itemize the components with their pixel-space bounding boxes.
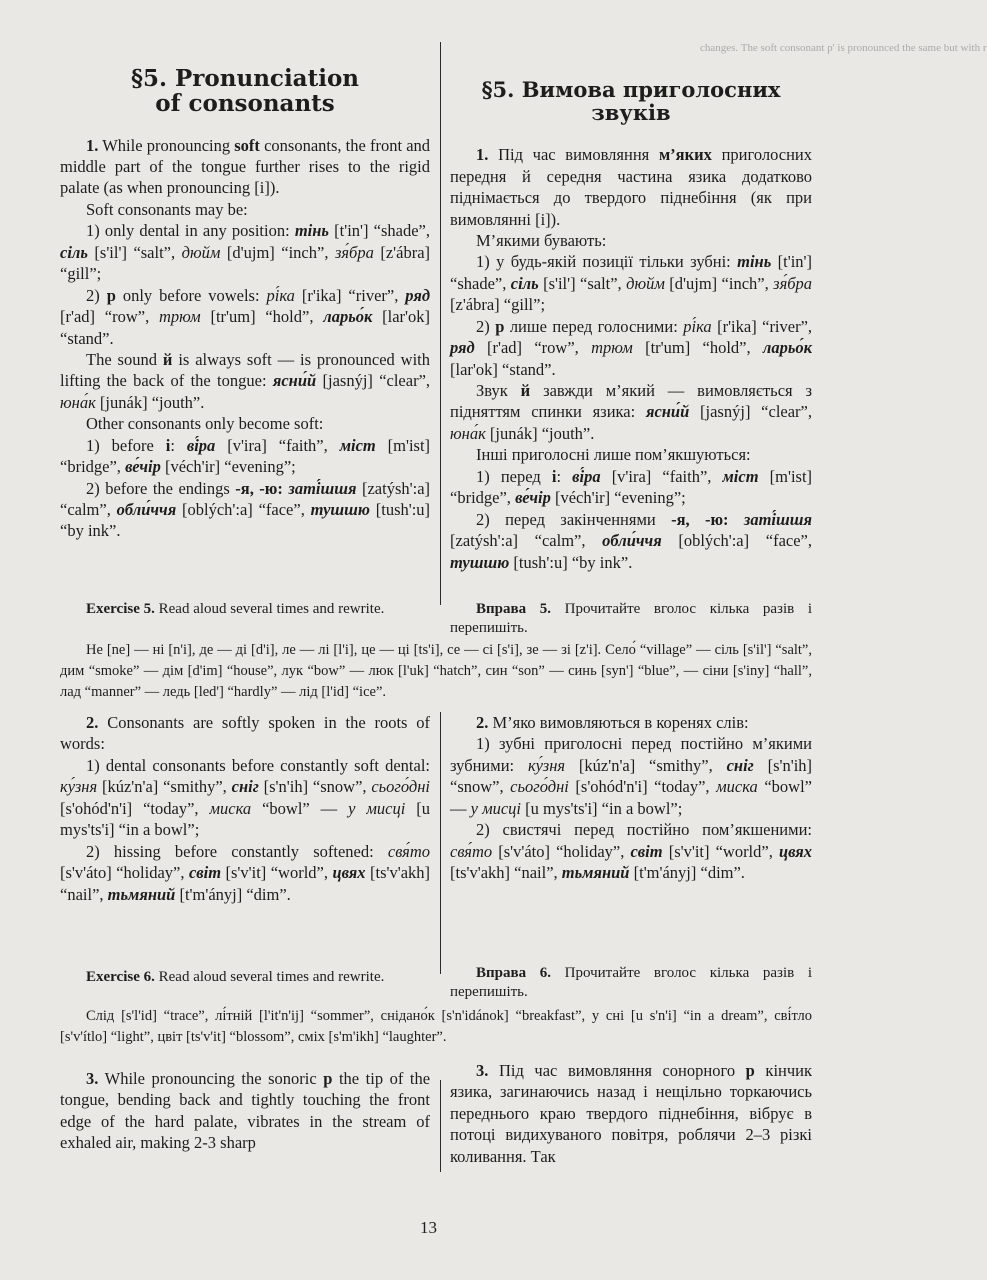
example-word: рі́ка: [683, 316, 712, 336]
text: [véch'ir] “evening”;: [164, 457, 296, 477]
example-word: зя́бра: [773, 273, 813, 293]
text: 2) перед закінченнями: [476, 509, 656, 529]
text: :: [170, 435, 175, 455]
text: [t'm'ányj] “dim”.: [633, 863, 745, 883]
text: [d'ujm] “inch”,: [669, 273, 769, 293]
text: лише перед голосними:: [509, 316, 678, 336]
keyword: р: [495, 316, 505, 336]
keyword: і: [165, 435, 171, 455]
text: 2): [476, 316, 490, 336]
text: only before vowels:: [122, 285, 260, 305]
text: [v'ira] “faith”,: [227, 435, 328, 455]
example-word: ларьо́к: [762, 338, 813, 358]
example-word: юна́к: [60, 392, 96, 412]
example-word: світ: [188, 863, 222, 883]
example-word: заті́шшя: [743, 509, 813, 529]
paragraph: [60, 220, 430, 284]
exercise-heading: [450, 600, 812, 638]
text: [ts'v'akh] “nail”,: [60, 863, 431, 904]
example-word: ларьо́к: [323, 307, 373, 327]
text: [junák] “jouth”.: [489, 423, 595, 443]
text: [s'n'ih] “snow”,: [450, 755, 813, 797]
example-word: свя́то: [387, 841, 430, 861]
exercise-label: Exercise 5.: [86, 601, 155, 617]
paragraph-number: 2.: [86, 713, 99, 732]
exercise-label: Exercise 6.: [86, 969, 155, 985]
example-word: тьмяний: [107, 884, 176, 904]
column-divider: [440, 1080, 441, 1172]
paragraph-number: 1.: [86, 135, 99, 155]
text: [s'v'it] “world”,: [668, 841, 773, 861]
text: [s'v'áto] “holiday”,: [60, 863, 185, 883]
text: Прочитайте вголос кілька разів і перепишіть.: [450, 601, 812, 636]
text: 2) hissing before constantly softened:: [86, 841, 374, 861]
exercise-text: Слід [s'l'id] “trace”, лі́тній [l'it'n'ij] “sommer”, снідано́к [s'n'idánok] “breakfast”, у сні [u s'n'i] “in a dream”, сві́тло [s'v'ítlo] “light”, цвіт [ts'v'it] “blossom”, сміх [s'm'ikh] “laughter”.: [60, 1008, 812, 1046]
text: [s'il'] “salt”,: [94, 242, 176, 262]
text: [kúz'n'a] “smithy”,: [101, 777, 227, 797]
text: [m'ist] “bridge”,: [450, 466, 813, 508]
text: [lar'ok] “stand”.: [450, 359, 556, 379]
keyword: -я, -ю:: [671, 509, 729, 529]
keyword: р: [323, 1069, 333, 1088]
paragraph: [60, 349, 430, 413]
text: [d'ujm] “inch”,: [226, 242, 329, 262]
text: [tr'um] “hold”,: [210, 307, 314, 327]
example-word: дюйм: [181, 242, 221, 262]
example-word: миска: [209, 798, 252, 818]
text: завжди м’який — вимовляється з підняттям спинки язика:: [450, 381, 813, 422]
text: [t'in'] “shade”,: [334, 221, 431, 241]
keyword: р: [745, 1061, 755, 1080]
example-word: сніг: [726, 755, 754, 775]
text: [s'ohód'n'i] “today”,: [60, 798, 199, 818]
title-line: of consonants: [155, 90, 335, 118]
text: [s'v'áto] “holiday”,: [498, 841, 625, 861]
paragraph-number: 2.: [476, 713, 489, 732]
paragraph-number: 3.: [86, 1069, 99, 1088]
paragraph: М’якими бувають:: [476, 230, 607, 250]
exercise-heading: [60, 600, 430, 619]
text: [oblých':a] “face”,: [182, 500, 305, 520]
paragraph: [60, 435, 430, 478]
example-word: тьмяний: [561, 863, 630, 883]
text: [r'ika] “river”,: [717, 316, 813, 336]
example-word: дюйм: [626, 273, 665, 293]
keyword: soft: [234, 135, 260, 155]
exercise-text: Не [ne] — ні [n'i], де — ді [d'i], ле — лі [l'i], це — ці [ts'i], се — сі [s'i], зе — зі [z'i]. Село́ “village” — сіль [s'il'] “salt”, дим “smoke” — дім [d'im] “house”, лук “bow” — люк [l'uk] “hatch”, син “son” — синь [syn'] “blue”, — сіни [s'iny] “hall”, лад “manner” — ледь [led'] “hardly” — лід [l'id] “ice”.: [60, 642, 812, 701]
example-word: у мисці: [470, 798, 522, 818]
example-word: ві́ра: [186, 435, 216, 455]
text: [u mys'ts'i] “in a bowl”;: [525, 798, 683, 818]
text: [u mys'ts'i] “in a bowl”;: [60, 798, 430, 840]
text: 1) only dental in any position:: [86, 221, 290, 241]
paragraph: [60, 755, 430, 841]
text: [z'ábra] “gill”;: [60, 242, 431, 284]
text: [r'ika] “river”,: [301, 285, 399, 305]
example-word: ку́зня: [527, 755, 566, 775]
text: Під час вимовляння сонорного: [498, 1061, 736, 1080]
text: приголосних передня й середня частина язика додатково піднімається до твердого піднебіння (як при вимовлянні [і]).: [450, 145, 812, 229]
page-title: [450, 78, 812, 124]
text: [junák] “jouth”.: [99, 392, 205, 412]
text: 1) зубні приголосні перед постійно м’якими зубними:: [450, 734, 812, 775]
example-word: ві́ра: [572, 466, 601, 486]
paragraph: [60, 135, 430, 199]
text: 1) dental consonants before constantly soft dental:: [86, 755, 430, 775]
title-line: §5. Pronunciation: [130, 65, 360, 92]
example-word: ряд: [450, 338, 475, 358]
example-word: сніг: [231, 777, 259, 797]
paragraph: [450, 1060, 812, 1167]
example-word: сього́дні: [510, 777, 569, 797]
example-word: миска: [716, 777, 758, 797]
right-section-1: [450, 78, 812, 573]
text: [z'ábra] “gill”;: [450, 295, 546, 315]
text: consonants, the front and middle part of the tongue further rises to the rigid palate (as when pronouncing [i]).: [60, 135, 431, 198]
header-fragment: changes. The soft consonant p' is pronounced the same but with r: [700, 42, 987, 54]
example-word: тушшю: [450, 552, 510, 572]
example-word: обли́ччя: [602, 531, 662, 551]
text: 1) у будь-якій позиції тільки зубні:: [476, 252, 731, 272]
text: 1) before: [86, 435, 154, 455]
paragraph: [450, 144, 812, 230]
text: While pronouncing the sonoric: [104, 1069, 317, 1088]
text: [zatýsh':a] “calm”,: [60, 478, 431, 520]
exercise-heading: [450, 964, 812, 1002]
text: Read aloud several times and rewrite.: [158, 969, 385, 985]
example-word: рі́ка: [266, 285, 295, 305]
example-word: цвях: [778, 841, 813, 861]
paragraph-number: 3.: [476, 1061, 489, 1080]
example-word: тушшю: [310, 500, 370, 520]
example-word: зя́бра: [334, 242, 374, 262]
keyword: м’яких: [658, 145, 712, 165]
left-section-1: [60, 66, 430, 542]
title-line: §5. Вимова приголосних: [481, 77, 781, 102]
paragraph: [60, 478, 430, 542]
example-word: трюм: [159, 307, 201, 327]
title-line: звуків: [591, 100, 671, 126]
text: [tr'um] “hold”,: [645, 338, 751, 358]
paragraph-number: 1.: [476, 145, 489, 165]
paragraph: [450, 466, 812, 509]
keyword: й: [162, 349, 173, 369]
text: [kúz'n'a] “smithy”,: [578, 755, 713, 775]
text: [t'in'] “shade”,: [450, 252, 813, 293]
text: [t'm'ányj] “dim”.: [179, 884, 291, 904]
example-word: ряд: [405, 285, 431, 305]
text: [m'ist] “bridge”,: [60, 435, 431, 477]
paragraph: [450, 712, 812, 733]
example-word: сіль: [60, 242, 88, 262]
keyword: і: [551, 466, 557, 486]
paragraph: Інші приголосні лише пом’якшуються:: [476, 445, 751, 465]
text: “bowl” —: [450, 777, 813, 818]
text: кінчик язика, загинаючись назад і нещільно торкаючись переднього краю твердого піднебіння, вібрує в потоці видихуваного повітря, роблячи 2–3 різкі коливання. Так: [450, 1061, 812, 1166]
page-number: 13: [420, 1218, 437, 1237]
text: [zatýsh':a] “calm”,: [450, 531, 586, 551]
example-word: трюм: [591, 338, 633, 358]
text: Consonants are softly spoken in the roots of words:: [60, 713, 431, 754]
text: 2) свистячі перед постійно пом’якшеними:: [476, 820, 812, 840]
text: [v'ira] “faith”,: [611, 466, 712, 486]
paragraph: [60, 712, 430, 755]
paragraph: [60, 285, 430, 349]
paragraph: [450, 819, 812, 883]
text: the tip of the tongue, bending back and tightly touching the front edge of the hard palate, vibrates in the stream of exhaled air, making 2-3 sharp: [60, 1069, 431, 1153]
text: The sound: [86, 349, 157, 369]
example-word: тінь: [737, 252, 772, 272]
paragraph: [450, 509, 812, 573]
example-word: міст: [339, 435, 376, 455]
text: is always soft — is pronounced with lifting the back of the tongue:: [60, 349, 431, 391]
text: [oblých':a] “face”,: [678, 531, 812, 551]
example-word: ве́чір: [125, 457, 161, 477]
text: While pronouncing: [102, 135, 231, 155]
text: [r'ad] “row”,: [487, 338, 579, 358]
page-title: [60, 66, 430, 117]
example-word: сіль: [510, 273, 539, 293]
text: [s'v'it] “world”,: [225, 863, 329, 883]
example-word: ясни́й: [645, 402, 690, 422]
text: [r'ad] “row”,: [60, 307, 150, 327]
exercise-label: Вправа 6.: [476, 965, 551, 981]
text: 2): [86, 285, 100, 305]
paragraph: [60, 1068, 430, 1154]
text: Read aloud several times and rewrite.: [158, 601, 385, 617]
exercise-label: Вправа 5.: [476, 601, 551, 617]
text: [s'ohód'n'i] “today”,: [575, 777, 710, 797]
example-word: заті́шшя: [288, 478, 357, 498]
example-word: у мисці: [348, 798, 406, 818]
text: [ts'v'akh] “nail”,: [450, 863, 558, 883]
example-word: тінь: [294, 221, 329, 241]
exercise-heading: [60, 968, 430, 987]
text: [lar'ok] “stand”.: [60, 307, 430, 348]
right-section-2: [450, 712, 812, 884]
keyword: -я, -ю:: [235, 478, 283, 498]
text: Під час вимовляння: [498, 145, 650, 165]
paragraph: [450, 251, 812, 315]
example-word: ку́зня: [60, 777, 98, 797]
example-word: обли́ччя: [116, 500, 177, 520]
text: [jasnýj] “clear”,: [322, 371, 431, 391]
text: 2) before the endings: [86, 478, 230, 498]
text: “bowl” —: [262, 798, 338, 818]
example-word: ве́чір: [515, 488, 551, 508]
example-word: світ: [630, 841, 663, 861]
keyword: й: [520, 381, 531, 400]
paragraph: Other consonants only become soft:: [86, 414, 324, 434]
column-divider: [440, 42, 441, 605]
text: 1) перед: [476, 466, 541, 486]
text: М’яко вимовляються в коренях слів:: [492, 713, 749, 732]
example-word: цвях: [332, 863, 366, 883]
example-word: юна́к: [450, 423, 486, 443]
text: [tush':u] “by ink”.: [513, 552, 633, 572]
paragraph: [60, 841, 430, 905]
text: [jasnýj] “clear”,: [700, 402, 812, 422]
example-word: міст: [722, 466, 759, 486]
text: Прочитайте вголос кілька разів і перепишіть.: [450, 965, 812, 1000]
example-word: ясни́й: [272, 371, 317, 391]
paragraph: [450, 380, 812, 444]
paragraph: [450, 316, 812, 380]
text: [tush':u] “by ink”.: [60, 500, 431, 541]
text: [véch'ir] “evening”;: [554, 488, 686, 508]
paragraph: [450, 733, 812, 819]
left-section-2: [60, 712, 430, 905]
example-word: свя́то: [450, 841, 493, 861]
text: :: [556, 466, 562, 486]
column-divider: [440, 712, 441, 974]
paragraph: Soft consonants may be:: [86, 199, 248, 219]
example-word: сього́дні: [371, 777, 431, 797]
text: [s'il'] “salt”,: [543, 273, 622, 293]
text: [s'n'ih] “snow”,: [263, 777, 367, 797]
keyword: р: [106, 285, 116, 305]
text: Звук: [476, 381, 508, 400]
